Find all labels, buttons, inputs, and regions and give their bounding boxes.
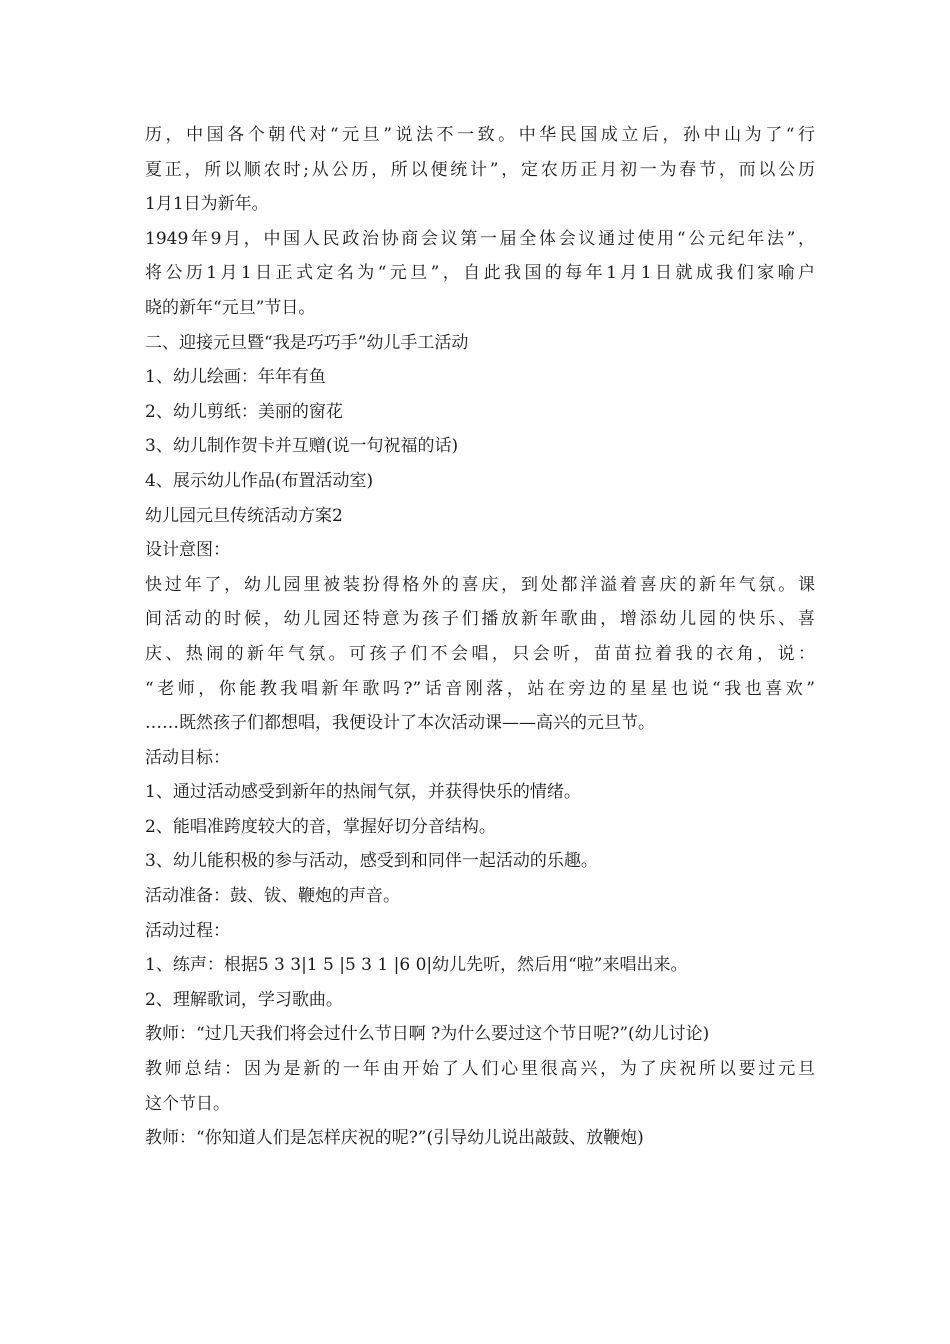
text-line: 2、幼儿剪纸：美丽的窗花 [145, 401, 343, 422]
text-line: “老师，你能教我唱新年歌吗?”话音刚落，站在旁边的星星也说“我也喜欢” [145, 678, 815, 699]
text-line: 庆、热闹的新年气氛。可孩子们不会唱，只会听，苗苗拉着我的衣角，说： [145, 643, 815, 664]
text-line: 晓的新年“元旦”节日。 [145, 297, 316, 318]
text-line: 间活动的时候，幼儿园还特意为孩子们播放新年歌曲，增添幼儿园的快乐、喜 [145, 609, 815, 630]
text-line: 二、迎接元旦暨“我是巧巧手”幼儿手工活动 [145, 332, 469, 353]
text-line: 快过年了，幼儿园里被装扮得格外的喜庆，到处都洋溢着喜庆的新年气氛。课 [145, 574, 815, 595]
text-line: 1月1日为新年。 [145, 194, 269, 215]
text-line: 历，中国各个朝代对“元旦”说法不一致。中华民国成立后，孙中山为了“行 [145, 125, 815, 145]
text-line: 3、幼儿制作贺卡并互赠(说一句祝福的话) [145, 436, 459, 457]
text-line: 2、能唱准跨度较大的音，掌握好切分音结构。 [145, 816, 496, 837]
text-line: 活动目标： [145, 747, 230, 768]
text-line: 1、通过活动感受到新年的热闹气氛，并获得快乐的情绪。 [145, 782, 581, 803]
text-line: 2、理解歌词，学习歌曲。 [145, 989, 343, 1010]
text-line: 1、幼儿绘画：年年有鱼 [145, 367, 326, 388]
text-line: 3、幼儿能积极的参与活动，感受到和同伴一起活动的乐趣。 [145, 851, 598, 872]
text-line: 幼儿园元旦传统活动方案2 [145, 505, 343, 526]
text-line: 1、练声：根据5 3 3|1 5 |5 3 1 |6 0|幼儿先听，然后用“啦”来唱出来。 [145, 955, 688, 976]
text-line: 教师总结：因为是新的一年由开始了人们心里很高兴，为了庆祝所以要过元旦 [145, 1059, 815, 1080]
text-line: 1949年9月，中国人民政治协商会议第一届全体会议通过使用“公元纪年法”， [145, 228, 815, 249]
text-line: 4、展示幼儿作品(布置活动室) [145, 470, 374, 491]
text-line: 设计意图： [145, 540, 230, 561]
text-line: 活动过程： [145, 920, 230, 941]
text-line: 活动准备：鼓、钹、鞭炮的声音。 [145, 886, 400, 907]
text-line: 教师：“过几天我们将会过什么节日啊 ?为什么要过这个节日呢?”(幼儿讨论) [145, 1024, 710, 1045]
text-line: ……既然孩子们都想唱，我便设计了本次活动课——高兴的元旦节。 [145, 713, 655, 734]
text-line: 将公历1月1日正式定名为“元旦”，自此我国的每年1月1日就成我们家喻户 [145, 263, 815, 284]
text-line: 教师：“你知道人们是怎样庆祝的呢?”(引导幼儿说出敲鼓、放鞭炮) [145, 1128, 644, 1149]
document-body [145, 118, 815, 1156]
text-line: 这个节日。 [145, 1093, 230, 1114]
text-line: 夏正，所以顺农时;从公历，所以便统计”，定农历正月初一为春节，而以公历 [145, 159, 815, 180]
